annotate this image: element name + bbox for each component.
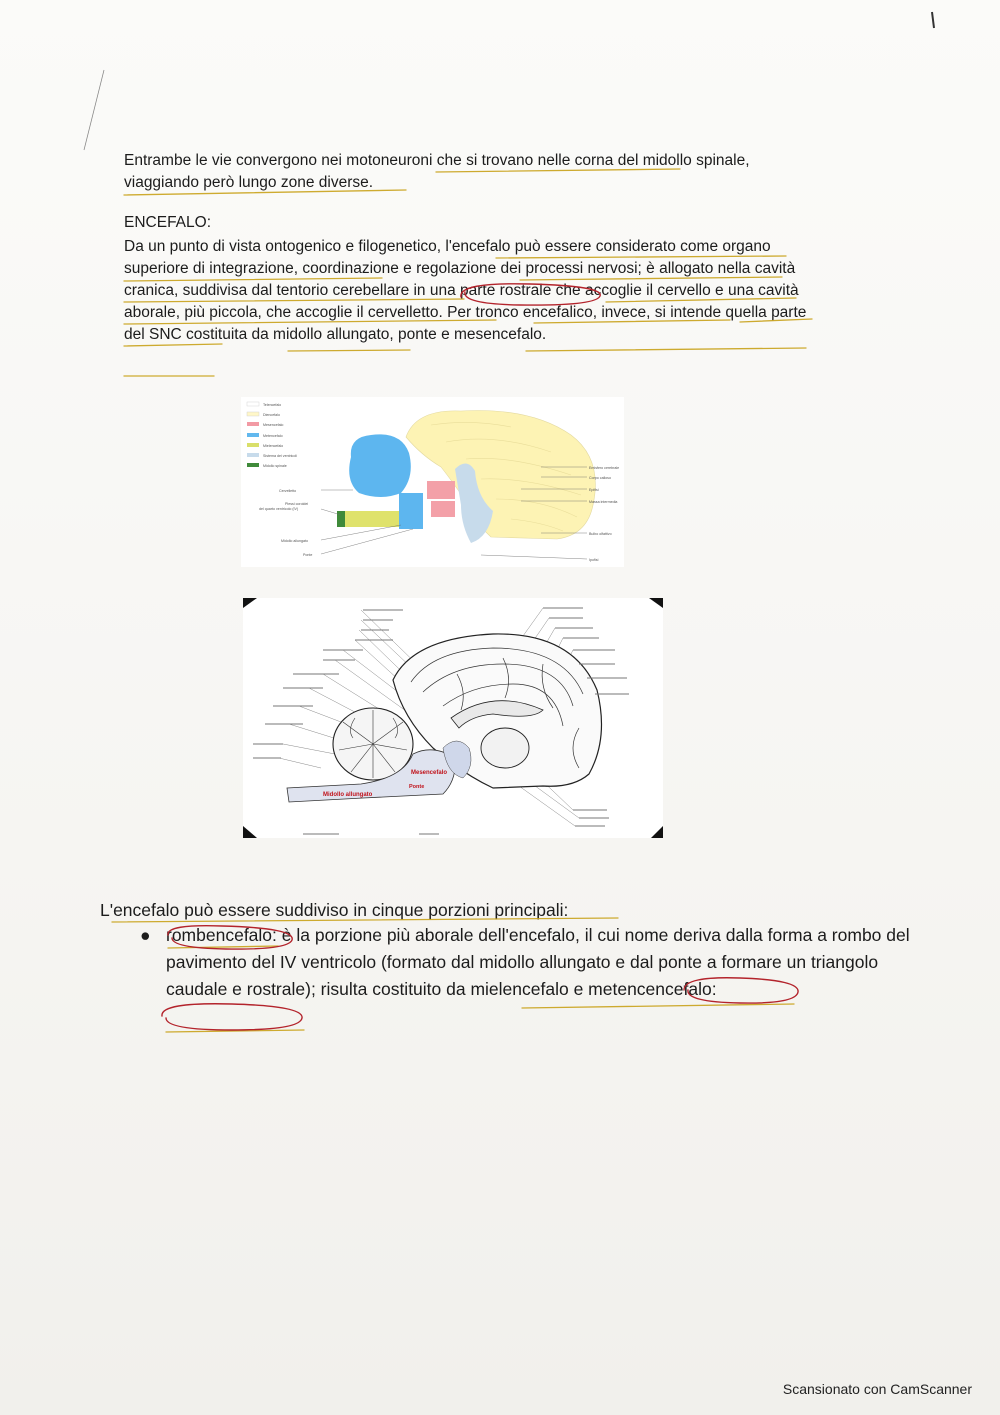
- label-mesencefalo: Mesencefalo: [411, 770, 448, 776]
- label-cervelletto: Cervelletto: [279, 489, 297, 493]
- legend-item: Telencefalo: [263, 403, 282, 407]
- label-bulbo-olfattivo: Bulbo olfattivo: [589, 532, 612, 536]
- bullet-rombencefalo: rombencefalo: è la porzione più aborale dell'encefalo, il cui nome deriva dalla forma a rombo del pavimento del IV ventricolo (formato dal midollo allungato e dal ponte a formare un triangolo caudale e rostrale); risulta costituito da mielencefalo e metencencefalo:: [166, 925, 910, 999]
- scanner-watermark: Scansionato con CamScanner: [782, 1381, 972, 1397]
- bullet-marker: ●: [140, 925, 151, 945]
- paragraph-encefalo-definition: Da un punto di vista ontogenico e filogenetico, l'encefalo può essere considerato come organo superiore di integrazione, coordinazione e regolazione dei processi nervosi; è allogato nella cavità cranica, suddivisa dal tentorio cerebellare in una parte rostrale che accoglie il cervello e una cavità aborale, più piccola, che accoglie il cervelletto. Per tronco encefalico, invece, si intende quella parte del SNC costituita da midollo allungato, ponte e mesencefalo.: [124, 238, 807, 343]
- figure-sagittal-section: [243, 598, 663, 838]
- paragraph-five-portions: L'encefalo può essere suddiviso in cinque porzioni principali:: [100, 900, 569, 920]
- label-corpo-calloso: Corpo calloso: [589, 476, 611, 480]
- legend-item: Mesencefalo: [263, 423, 284, 427]
- legend-item: Mielencefalo: [263, 444, 284, 448]
- label-plessi-2: del quarto ventricolo (IV): [259, 507, 299, 511]
- label-ipofisi: Ipofisi: [589, 558, 599, 562]
- heading-encefalo: ENCEFALO:: [124, 214, 211, 231]
- label-epifisi: Epifisi: [589, 488, 599, 492]
- legend-item: Sistema dei ventricoli: [263, 454, 297, 458]
- label-emisfero: Emisfero cerebrale: [589, 466, 620, 470]
- sagittal-section-diagram: [243, 598, 663, 838]
- label-midollo-fig2: Midollo allungato: [323, 792, 373, 798]
- brain-divisions-diagram: [241, 397, 624, 567]
- legend-item: Metencefalo: [263, 434, 283, 438]
- figure-brain-divisions: [241, 397, 624, 567]
- label-midollo-allungato: Midollo allungato: [281, 539, 308, 543]
- label-massa-intermedia: Massa intermedia: [589, 500, 618, 504]
- legend-item: Diencefalo: [263, 413, 280, 417]
- legend-item: Midollo spinale: [263, 464, 287, 468]
- paragraph-motoneurons: Entrambe le vie convergono nei motoneuroni che si trovano nelle corna del midollo spinale, viaggiando però lungo zone diverse.: [124, 152, 750, 191]
- label-ponte: Ponte: [303, 553, 313, 557]
- label-ponte-fig2: Ponte: [409, 784, 425, 790]
- label-plessi: Plessi coroidei: [285, 502, 309, 506]
